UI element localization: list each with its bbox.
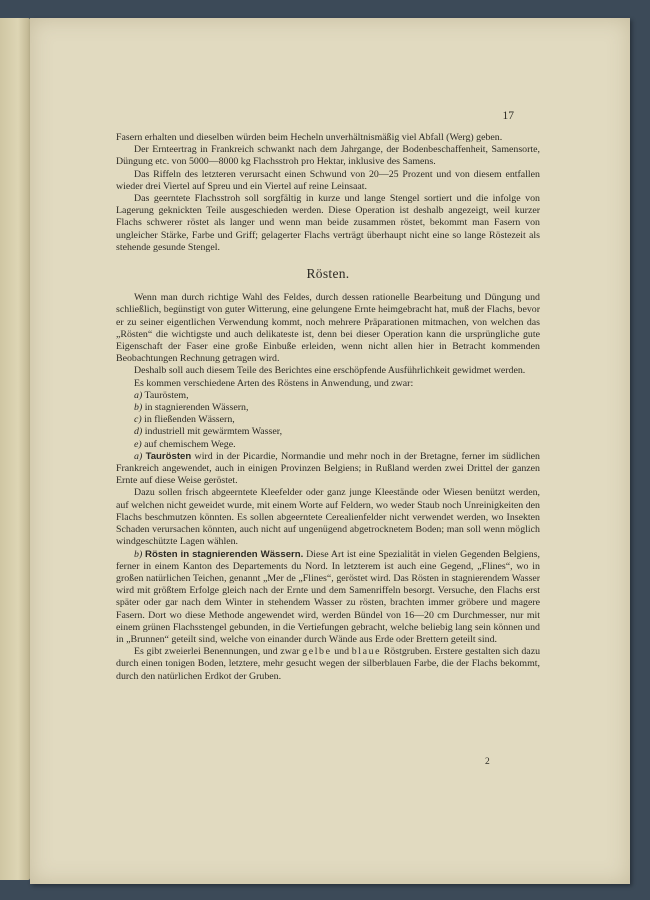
list-letter: e) <box>134 438 142 450</box>
list-text: Tauröstem, <box>144 389 189 401</box>
intro-paragraph-2: Der Ernteertrag in Frankreich schwankt nach dem Jahrgange, der Bodenbeschaffenheit, Samensorte, Düngung etc. von 5000—8000 kg Flachsstroh pro Hektar, inklusive des Samens. <box>116 144 540 168</box>
list-letter: c) <box>134 414 142 426</box>
pits-term-yellow: gelbe <box>302 646 332 658</box>
intro-paragraph-4: Das geerntete Flachsstroh soll sorgfältig in kurze und lange Stengel sortiert und die infolge von Lagerung geknickten Teile ausgeschieden werden. Diese Operation ist deshalb angezeigt, weil kurzer Flachs schwerer röstet als langer und wenn man beide zusammen röstet, bekommt man Fasern von ungleicher Stärke, Farbe und Griff; gelagerter Flachs verträgt überhaupt nicht eine so lange Röstezeit als stehende gesunde Stengel. <box>116 193 540 253</box>
subsection-letter-b: b) <box>134 548 143 560</box>
list-item <box>116 414 540 426</box>
document-page <box>30 18 630 884</box>
stagnant-water-paragraph <box>116 549 540 647</box>
list-text: industriell mit gewärmtem Wasser, <box>144 426 283 438</box>
pits-term-blue: blaue <box>351 646 382 658</box>
list-letter: b) <box>134 402 143 414</box>
list-text: in fließenden Wässern, <box>144 414 235 426</box>
signature-mark: 2 <box>485 757 490 767</box>
section-heading: Rösten. <box>306 266 350 282</box>
list-item <box>116 390 540 402</box>
pits-text-post: Röstgruben. Erstere gestalten sich dazu durch einen tonigen Boden, letztere, mehr gesucht wegen der silberblauen Farbe, die der Flachs bekommt, durch den natürlichen Erdkot der Gruben. <box>116 646 541 682</box>
list-item <box>116 426 540 438</box>
section-paragraph-4: Dazu sollen frisch abgeerntete Kleefelder oder ganz junge Kleestände oder Wiesen benützt werden, auf welchen nicht geweidet wurde, mit einem Worte auf Feldern, wo weder Staub noch Unreinigkeiten den Flachs beschmutzen könnten. Es sollen abgeerntete Cerealienfelder nicht verwendet werden, wo Insekten Schaden verursachen könnten, auch nicht auf ungenügend abgetrocknetem Boden; man soll wenn möglich windgeschützte Lagen wählen. <box>116 487 540 548</box>
subsection-title-b: Rösten in stagnierenden Wässern. <box>145 548 304 560</box>
pits-text-pre: Es gibt zweierlei Benennungen, und zwar <box>134 646 303 658</box>
list-item <box>116 439 540 451</box>
page-number: 17 <box>502 110 514 122</box>
taurosten-paragraph <box>116 451 540 488</box>
subsection-text-b: Diese Art ist eine Spezialität in vielen Gegenden Belgiens, ferner in einem Kanton des Departements du Nord. In letzterem ist auch eine Gegend, „Flines“, wo in großen natürlichen Teichen, genannt „Mer de „Flines“, geröstet wird. Das Rösten in stagnierendem Wasser wird mit größtem Erfolge gleich nach der Ernte und dem Samenriffeln besorgt. Versuche, den Flachs erst später oder gar nach dem Winter in stehendem Wasser zu rösten, brachten immer gröbere und magere Fasern. Dort wo diese Methode angewendet wird, werden Bündel von 16—20 cm Durchmesser, nur mit einem grünen Flachsstengel gebunden, in die Vertiefungen gebracht, welche beliebig lang sein können und in „Brunnen“ geteilt sind, welche von einander durch Wände aus Erde oder Brettern geteilt sind. <box>116 548 540 645</box>
subsection-title-a: Taurösten <box>145 450 192 462</box>
list-letter: d) <box>134 426 143 438</box>
pits-text-mid: und <box>331 646 352 658</box>
section-paragraph-1: Wenn man durch richtige Wahl des Feldes, durch dessen rationelle Bearbeitung und Düngung und schließlich, begünstigt von guter Witterung, eine gelungene Ernte heimgebracht hat, muß der Flachs, bevor er zu seiner eigentlichen Verwendung kommt, noch mehrere Präparationen mitmachen, von welchen das „Rösten“ die wichtigste und auch delikateste ist, denn bei dieser Operation kann die ursprüngliche gute Eigenschaft der Faser eine große Einbuße erleiden, wenn nicht allen hier in Betracht kommenden Beobachtungen Rechnung getragen wird. <box>116 292 540 365</box>
retting-pits-paragraph <box>116 646 540 683</box>
section-paragraph-2: Deshalb soll auch diesem Teile des Berichtes eine erschöpfende Ausführlichkeit gewidmet werden. <box>134 365 526 377</box>
subsection-letter-a: a) <box>134 450 143 462</box>
previous-page-edge <box>0 18 30 880</box>
section-paragraph-3: Es kommen verschiedene Arten des Röstens in Anwendung, und zwar: <box>134 377 414 389</box>
intro-paragraph-1: Fasern erhalten und dieselben würden beim Hecheln unverhältnismäßig viel Abfall (Werg) geben. <box>116 132 503 143</box>
method-list <box>116 390 540 451</box>
body-text <box>116 132 540 683</box>
subsection-text-a: wird in der Picardie, Normandie und mehr noch in der Bretagne, ferner im südlichen Frankreich angewendet, auch in einigen Provinzen Belgiens; in Rußland werden zwei Drittel der ganzen Ernte auf diese Weise geröstet. <box>116 450 540 487</box>
list-text: in stagnierenden Wässern, <box>144 402 249 414</box>
list-item <box>116 402 540 414</box>
list-text: auf chemischem Wege. <box>144 438 236 450</box>
intro-paragraph-3: Das Riffeln des letzteren verursacht einen Schwund von 20—25 Prozent und von diesem entfallen wieder drei Viertel auf Spreu und ein Viertel auf reine Leinsaat. <box>116 168 540 192</box>
list-letter: a) <box>134 389 143 401</box>
